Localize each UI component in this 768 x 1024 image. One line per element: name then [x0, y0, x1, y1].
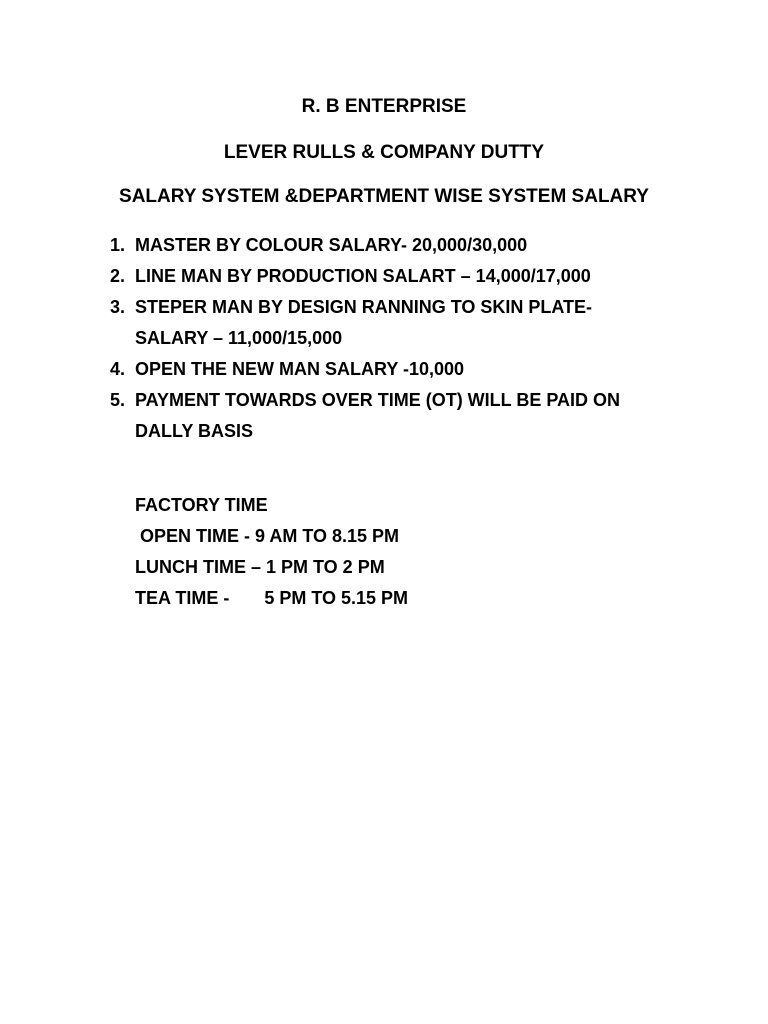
list-item-number: 3. [110, 297, 126, 317]
list-item-text: STEPER MAN BY DESIGN RANNING TO SKIN PLATE- [135, 297, 593, 317]
list-item [110, 385, 730, 447]
list-item-number: 1. [110, 235, 126, 255]
factory-time-title: FACTORY TIME [135, 495, 268, 515]
list-item-text: OPEN THE NEW MAN SALARY -10,000 [135, 359, 465, 379]
factory-time-section [135, 490, 635, 614]
list-item [110, 354, 730, 385]
list-item [110, 230, 730, 261]
list-item-text-continued: SALARY – 11,000/15,000 [135, 328, 343, 348]
tea-time: TEA TIME - 5 PM TO 5.15 PM [135, 588, 409, 608]
list-item [110, 292, 730, 354]
section-title: SALARY SYSTEM &DEPARTMENT WISE SYSTEM SALARY [119, 186, 649, 207]
list-item-number: 4. [110, 359, 126, 379]
list-item-text: LINE MAN BY PRODUCTION SALART – 14,000/17,000 [135, 266, 591, 286]
company-name: R. B ENTERPRISE [301, 96, 467, 117]
open-time: OPEN TIME - 9 AM TO 8.15 PM [135, 526, 400, 546]
list-item-number: 2. [110, 266, 126, 286]
salary-list [110, 230, 730, 447]
list-item-text-continued: DALLY BASIS [135, 421, 254, 441]
lunch-time: LUNCH TIME – 1 PM TO 2 PM [135, 557, 385, 577]
list-item [110, 261, 730, 292]
list-item-text: MASTER BY COLOUR SALARY- 20,000/30,000 [135, 235, 528, 255]
list-item-number: 5. [110, 390, 126, 410]
document-subtitle: LEVER RULLS & COMPANY DUTTY [223, 142, 545, 163]
list-item-text: PAYMENT TOWARDS OVER TIME (OT) WILL BE PAID ON [135, 390, 621, 410]
